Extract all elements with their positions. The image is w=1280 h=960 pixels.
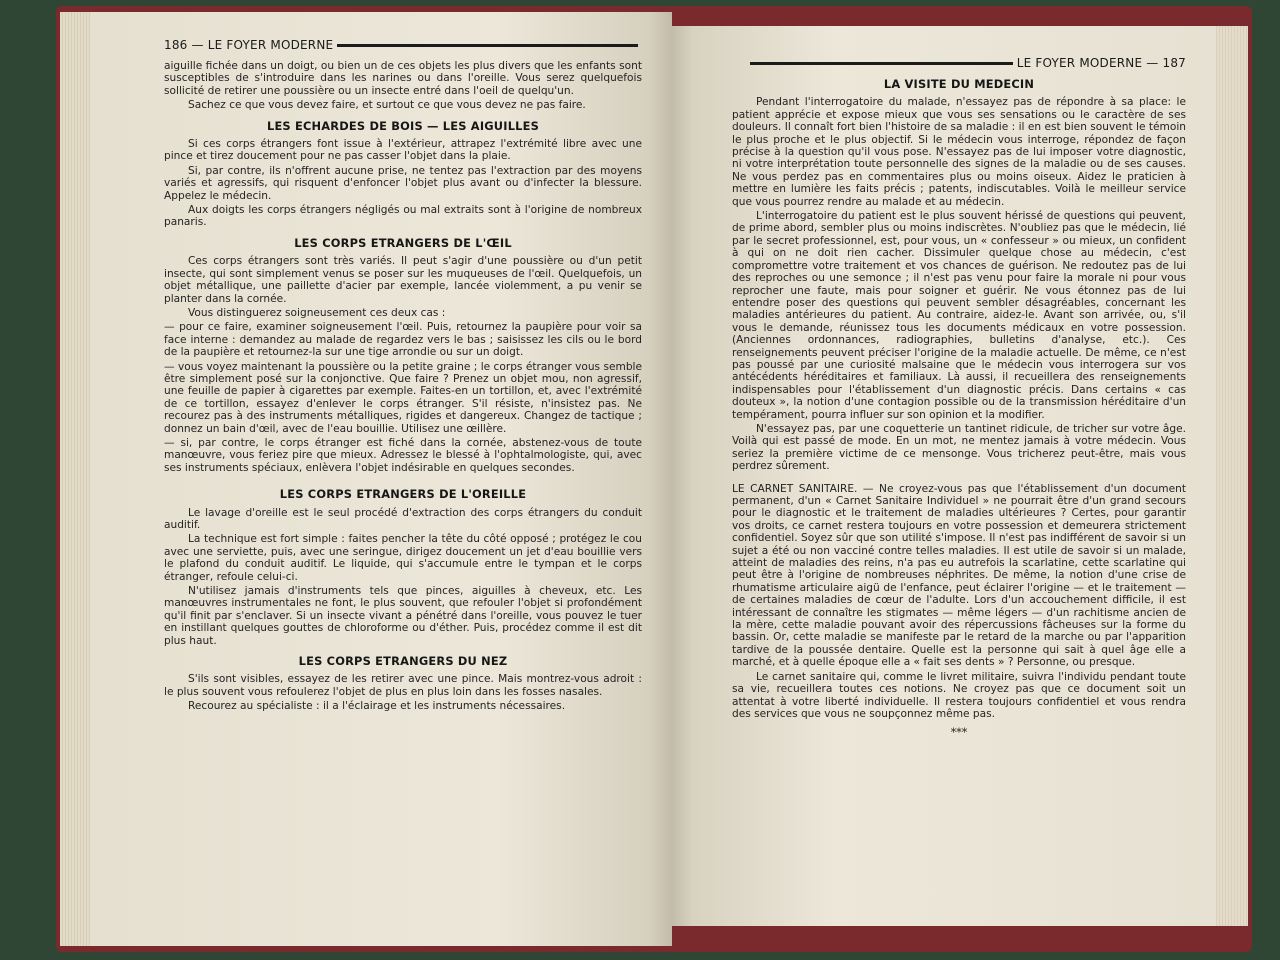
paragraph: Aux doigts les corps étrangers négligés ou mal extraits sont à l'origine de nombreux panaris.	[164, 204, 642, 229]
paragraph: Pendant l'interrogatoire du malade, n'essayez pas de répondre à sa place: le patient apprécie et expose mieux que vous ses sensations ou le caractère de ses douleurs. Il connaît fort bien l'histoire de sa maladie : il en est bien souvent le témoin le plus proche et le plus objectif. Si le médecin vous interroge, répondez de façon précise à la question qu'il vous pose. N'essayez pas de lui imposer votre diagnostic, ni votre interprétation toute personnelle des signes de la maladie ou de ses causes. Ne vous perdez pas en commentaires plus ou moins oiseux. Aidez le praticien à mettre en lumière les faits précis ; patents, indiscutables. Voilà le meilleur service que vous pourrez rendre au malade et au médecin.	[732, 96, 1186, 208]
right-page	[672, 26, 1216, 926]
right-page-number: 187	[1162, 56, 1186, 70]
section-heading: LES CORPS ETRANGERS DE L'ŒIL	[294, 235, 512, 250]
section-heading: LA VISITE DU MEDECIN	[883, 77, 1035, 91]
right-page-body	[732, 78, 1186, 720]
left-running-title: LE FOYER MODERNE	[207, 38, 334, 52]
paragraph: aiguille fichée dans un doigt, ou bien un de ces objets les plus divers que les enfants sont susceptibles de s'introduire dans les narines ou dans l'oreille. Vous serez quelquefois sollicité de retirer une poussière ou un insecte entré dans l'oeil de quelqu'un.	[164, 60, 642, 97]
paragraph: Vous distinguerez soigneusement ces deux cas :	[188, 306, 446, 319]
left-page-number: 186	[164, 38, 188, 52]
section-heading: LES CORPS ETRANGERS DU NEZ	[298, 654, 508, 669]
paragraph: Recourez au spécialiste : il a l'éclairage et les instruments nécessaires.	[188, 700, 566, 713]
left-head-rule	[337, 44, 638, 47]
left-page-body	[164, 60, 642, 713]
paragraph-with-run-in-heading	[732, 483, 1186, 669]
paragraph: Le carnet sanitaire qui, comme le livret militaire, suivra l'individu pendant toute sa vie, recueillera toutes ces notions. Ne croyez pas que ce document soit un attentat à votre liberté individuelle. Il restera toujours confidentiel et vous rendra des services que vous ne soupçonnez même pas.	[732, 670, 1186, 720]
right-running-title: LE FOYER MODERNE	[1016, 56, 1143, 70]
paragraph: Si ces corps étrangers font issue à l'extérieur, attrapez l'extrémité libre avec une pince et tirez doucement pour ne pas casser l'objet dans la plaie.	[164, 138, 642, 163]
section-heading: LES ECHARDES DE BOIS — LES AIGUILLES	[266, 118, 539, 133]
paragraph: Sachez ce que vous devez faire, et surtout ce que vous devez ne pas faire.	[188, 99, 586, 112]
page-edges-right	[1214, 26, 1248, 926]
paragraph: S'ils sont visibles, essayez de les retirer avec une pince. Mais montrez-vous adroit : le plus souvent vous refoulerez l'objet de plus en plus loin dans les fosses nasales.	[164, 673, 642, 698]
paragraph: N'essayez pas, par une coquetterie un tantinet ridicule, de tricher sur votre âge. Voilà qui est passé de mode. En un mot, ne mentez jamais à votre médecin. Vous seriez la première victime de ce mensonge. Vous tricherez peut-être, mais vous perdrez sûrement.	[732, 422, 1186, 473]
paragraph: N'utilisez jamais d'instruments tels que pinces, aiguilles à cheveux, etc. Les manœuvres instrumentales ne font, le plus souvent, que refouler l'objet si profondément qu'il finit par s'enclaver. Si un insecte vivant a pénétré dans l'oreille, vous pouvez le tuer en instillant quelques gouttes de chloroforme ou d'éther. Puis, procédez comme il est dit plus haut.	[164, 585, 642, 647]
paragraph: Le lavage d'oreille est le seul procédé d'extraction des corps étrangers du conduit auditif.	[164, 506, 642, 531]
paragraph: Si, par contre, ils n'offrent aucune prise, ne tentez pas l'extraction par des moyens variés et agressifs, qui risquent d'enfoncer l'objet plus avant ou d'infecter la blessure. Appelez le médecin.	[164, 164, 642, 202]
section-heading: LES CORPS ETRANGERS DE L'OREILLE	[279, 487, 527, 502]
paragraph-text: — Ne croyez-vous pas que l'établissement d'un document permanent, d'un « Carnet Sanitaire Individuel » ne pourrait être d'un grand secours pour le diagnostic et le traitement de maladies ultérieures ? Certes, pour garantir vos droits, ce carnet restera toujours en votre possession et demeurera strictement confidentiel. Soyez sûr que son utilité s'impose. Il n'est pas indifférent de savoir si un sujet a été ou non vacciné contre telles maladies. Il est utile de savoir si un malade, atteint de maladies des reins, n'a pas eu autrefois la scarlatine, cette scarlatine qui peut être à l'origine de nombreuses néphrites. De même, la notion d'une crise de rhumatisme articulaire aigü de l'enfance, peut éclairer l'origine — et le traitement — de certaines maladies de cœur de l'adulte. Lors d'un accouchement difficile, il est intéressant de connaître les stigmates — même légers — d'un rachitisme ancien de la mère, cette maladie pouvant avoir des répercussions fâcheuses sur la forme du bassin. Or, cette maladie se manifeste par le retard de la marche ou par l'apparition tardive de la poussée dentaire. Quelle est la personne qui sait à quel âge elle a marché, et à quelle époque elle a « fait ses dents » ? Personne, ou presque.	[732, 482, 1186, 669]
page-edges-left	[60, 12, 90, 946]
dash-list-item: — si, par contre, le corps étranger est fiché dans la cornée, abstenez-vous de toute manœuvre, vous feriez pire que mieux. Adressez le blessé à l'ophtalmologiste, qui, avec ses instruments spéciaux, enlèvera l'objet indésirable en quelques secondes.	[164, 436, 642, 474]
paragraph: L'interrogatoire du patient est le plus souvent hérissé de questions qui peuvent, de prime abord, sembler plus ou moins indiscrètes. N'oubliez pas que le médecin, lié par le secret professionnel, est, pour vous, un « confesseur » ou mieux, un confident à qui on ne doit rien cacher. Dissimuler quelque chose au médecin, c'est compromettre votre traitement et vos chances de guérison. Ne redoutez pas de lui des reproches ou une semonce ; il n'est pas venu pour faire la morale ni pour vous reprocher une faute, mais pour soigner et guérir. Ne vous étonnez pas de lui entendre poser des questions qui peuvent sembler désagréables, concernant les maladies antérieures du patient. Au contraire, aidez-le. Avant son arrivée, ou, s'il vous le demande, réunissez tous les documents médicaux en votre possession. (Anciennes ordonnances, radiographies, bulletins d'analyse, etc.). Ces renseignements peuvent préciser l'origine de la maladie actuelle. De même, ce n'est pas poussé par une curiosité malsaine que le médecin vous interrogera sur vos antécédents héréditaires et familiaux. Là aussi, il recueillera des renseignements indispensables pour l'établissement d'un diagnostic précis. Dans certains « cas douteux », la notion d'une contagion possible ou de la transmission héréditaire d'un tempérament, pourra influer sur son opinion et la modifier.	[732, 210, 1186, 421]
dash-list-item: — vous voyez maintenant la poussière ou la petite graine ; le corps étranger vous semble être simplement posé sur la conjonctive. Que faire ? Prenez un objet mou, non agressif, une feuille de papier à cigarettes par exemple. Faites-en un tortillon, et, avec l'extrémité de ce tortillon, essayez d'enlever le corps étranger. S'il résiste, n'insistez pas. Ne recourez pas à des instruments métalliques, rigides et dangereux. Changez de tactique ; donnez un bain d'œil, avec de l'eau bouillie. Utilisez une œillère.	[164, 360, 642, 435]
paragraph: La technique est fort simple : faites pencher la tête du côté opposé ; protégez le cou avec une serviette, puis, avec une seringue, dirigez doucement un jet d'eau bouillie vers le plafond du conduit auditif. Le liquide, qui s'accumule entre le tympan et le corps étranger, refoule celui-ci.	[164, 533, 642, 583]
right-running-head: LE FOYER MODERNE — 187	[746, 56, 1186, 70]
paragraph: Ces corps étrangers sont très variés. Il peut s'agir d'une poussière ou d'un petit insecte, qui sont simplement venus se poser sur les muqueuses de l'œil. Quelquefois, un objet métallique, une paillette d'acier par exemple, lancée violemment, a pu venir se planter dans la cornée.	[164, 255, 642, 305]
dash-list-item: — pour ce faire, examiner soigneusement l'œil. Puis, retournez la paupière pour voir sa face interne : demandez au malade de regardez vers le bas ; saisissez les cils ou le bord de la paupière et retournez-la sur une tige arrondie ou sur un doigt.	[164, 321, 642, 359]
end-mark: ***	[950, 726, 968, 740]
right-head-rule	[750, 62, 1013, 65]
left-page	[90, 12, 672, 946]
left-running-head: 186 — LE FOYER MODERNE	[164, 38, 642, 52]
run-in-heading: LE CARNET SANITAIRE.	[732, 482, 858, 495]
